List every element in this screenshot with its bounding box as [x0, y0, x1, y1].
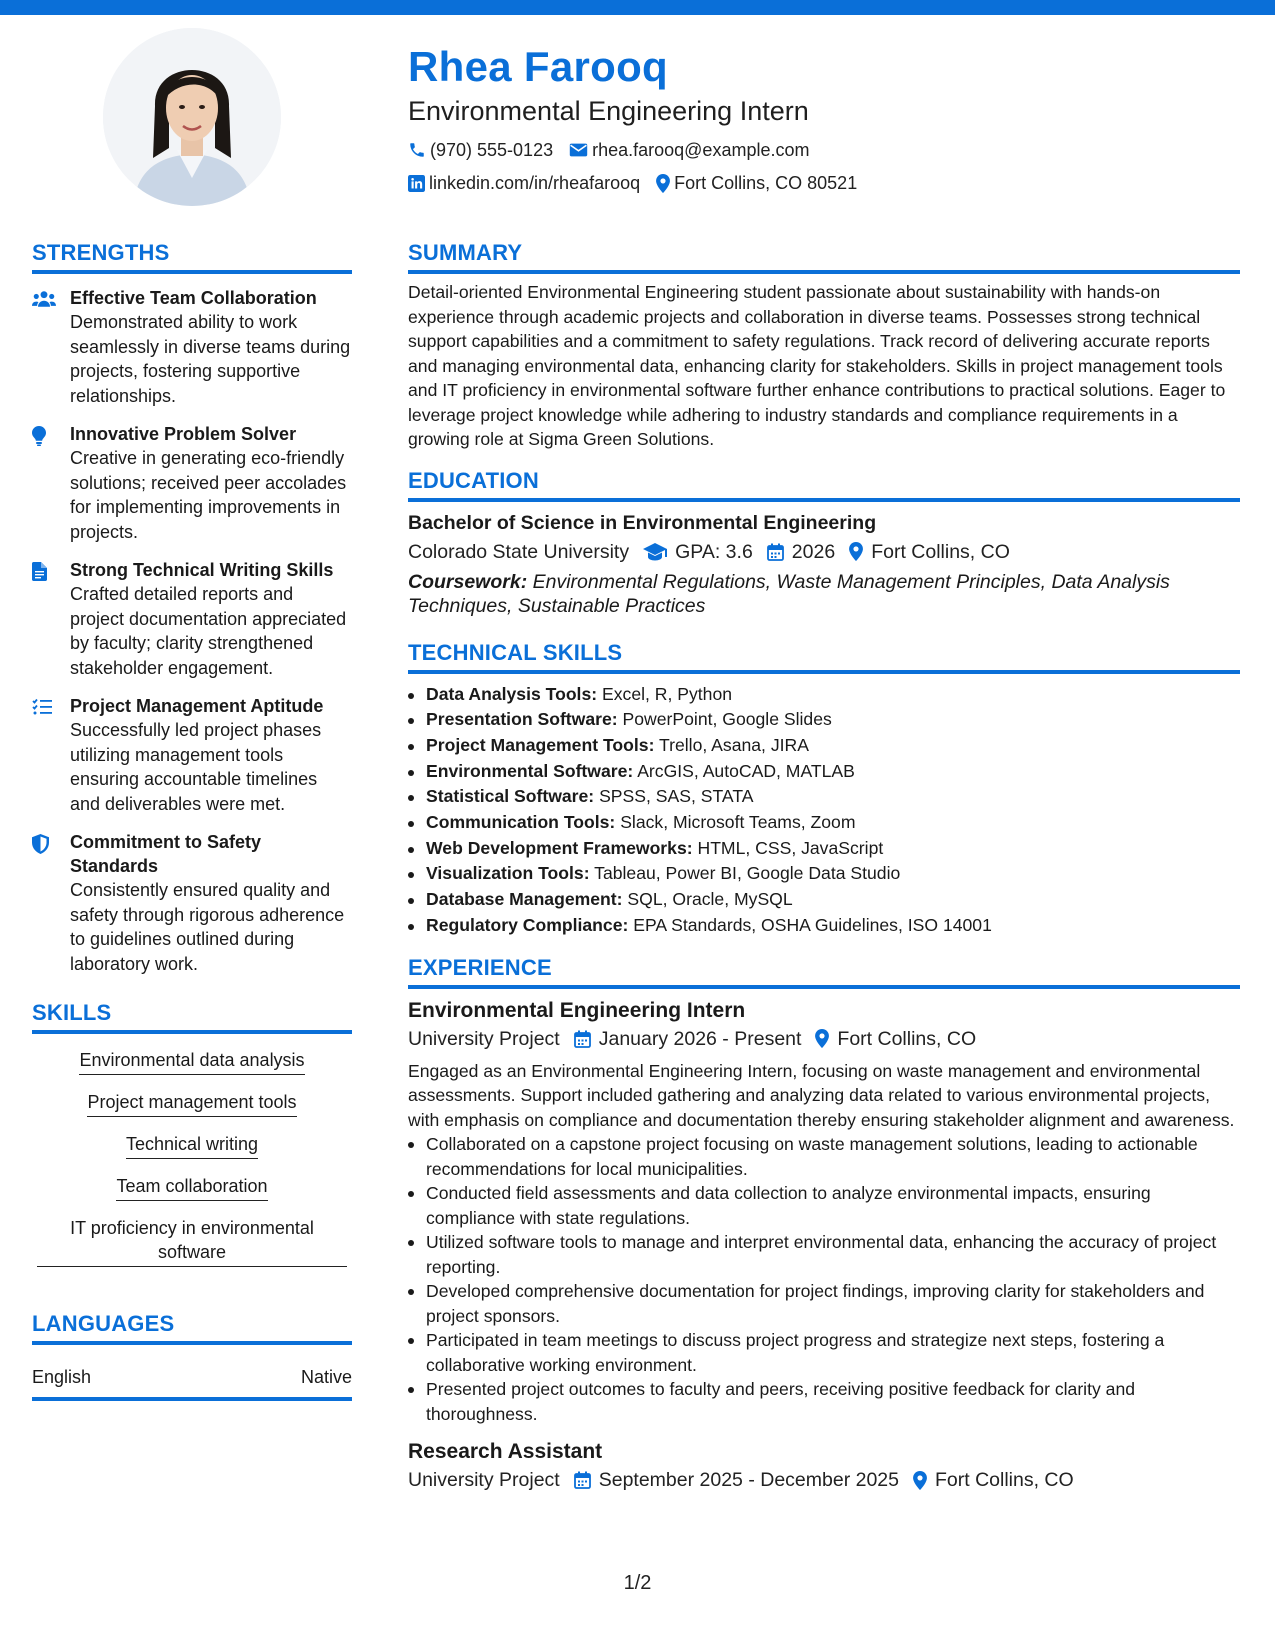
contact-row-1	[408, 138, 1238, 162]
skill-label: Project management tools	[87, 1090, 296, 1117]
education-meta	[408, 538, 1240, 566]
list-item: Conducted field assessments and data collection to analyze environmental impacts, ensuring compliance with state regulations.	[408, 1181, 1240, 1230]
skill-label: Team collaboration	[116, 1174, 267, 1201]
tech-skill-value: Trello, Asana, JIRA	[659, 734, 809, 755]
skills-heading: SKILLS	[32, 1000, 112, 1025]
section-divider	[408, 498, 1240, 502]
contact-row-2	[408, 171, 1238, 195]
list-item	[408, 733, 1240, 759]
list-item	[408, 887, 1240, 913]
users-icon	[32, 286, 70, 408]
tech-skill-label: Visualization Tools:	[426, 863, 590, 884]
tech-skill-label: Web Development Frameworks:	[426, 837, 693, 858]
language-level-bar	[32, 1397, 352, 1401]
education-heading: EDUCATION	[408, 467, 539, 493]
skill-label: IT proficiency in environmental software	[37, 1216, 347, 1267]
school-location-text: Fort Collins, CO	[871, 540, 1010, 563]
list-item	[408, 784, 1240, 810]
graduation-cap-icon	[643, 543, 667, 561]
job-dates: September 2025 - December 2025	[598, 1469, 899, 1492]
job-location: Fort Collins, CO	[837, 1027, 977, 1050]
list-item: Collaborated on a capstone project focusing on waste management solutions, leading to actionable recommendations for local municipalities.	[408, 1132, 1240, 1181]
phone-contact	[408, 138, 553, 162]
resume-header	[408, 38, 1238, 195]
tech-skill-label: Regulatory Compliance:	[426, 914, 629, 935]
tech-skill-label: Data Analysis Tools:	[426, 683, 598, 704]
shield-icon	[32, 830, 70, 976]
strength-item	[32, 694, 352, 816]
map-pin-icon	[913, 1471, 927, 1490]
tech-skill-label: Database Management:	[426, 889, 623, 910]
right-column	[408, 238, 1240, 1494]
document-icon	[32, 558, 70, 680]
strength-item	[32, 286, 352, 408]
job-dates: January 2026 - Present	[598, 1027, 802, 1050]
avatar	[103, 28, 281, 206]
gpa-text: GPA: 3.6	[675, 540, 753, 563]
map-pin-icon	[815, 1029, 829, 1048]
section-divider	[408, 670, 1240, 674]
strength-title: Innovative Problem Solver	[70, 424, 297, 444]
strength-item	[32, 558, 352, 680]
list-item	[408, 836, 1240, 862]
candidate-name: Rhea Farooq	[408, 43, 668, 90]
skill-item	[32, 1216, 352, 1267]
technical-skills-heading: TECHNICAL SKILLS	[408, 639, 623, 665]
strength-title: Commitment to Safety Standards	[70, 832, 262, 876]
envelope-icon	[569, 142, 588, 158]
experience-heading: EXPERIENCE	[408, 954, 552, 980]
skill-label: Environmental data analysis	[79, 1048, 304, 1075]
tech-skill-value: EPA Standards, OSHA Guidelines, ISO 14001	[633, 914, 992, 935]
lightbulb-icon	[32, 422, 70, 544]
list-item: Presented project outcomes to faculty and peers, receiving positive feedback for clarity and thoroughness.	[408, 1377, 1240, 1426]
strength-desc: Demonstrated ability to work seamlessly in diverse teams during projects, fostering supportive relationships.	[70, 312, 351, 406]
job-dates-item	[574, 1025, 802, 1053]
linkedin-text[interactable]: linkedin.com/in/rheafarooq	[429, 173, 641, 193]
list-item	[408, 861, 1240, 887]
map-pin-icon	[656, 174, 670, 193]
skill-item	[32, 1090, 352, 1117]
job-org: University Project	[408, 1027, 560, 1050]
tech-skill-value: PowerPoint, Google Slides	[622, 709, 832, 730]
section-divider	[32, 1030, 352, 1034]
page-number: 1/2	[623, 1572, 652, 1594]
grad-year-text: 2026	[791, 540, 836, 563]
list-item	[408, 707, 1240, 733]
skill-item	[32, 1174, 352, 1201]
phone-text: (970) 555-0123	[430, 140, 554, 160]
skill-item	[32, 1048, 352, 1075]
candidate-title: Environmental Engineering Intern	[408, 96, 809, 126]
left-column	[32, 238, 352, 1401]
strength-title: Project Management Aptitude	[70, 696, 324, 716]
strengths-heading: STRENGTHS	[32, 240, 170, 265]
coursework-text: Environmental Regulations, Waste Management Principles, Data Analysis Techniques, Sustainable Practices	[408, 570, 1170, 617]
tech-skill-value: SPSS, SAS, STATA	[599, 786, 754, 807]
strength-title: Effective Team Collaboration	[70, 288, 317, 308]
tech-skill-label: Environmental Software:	[426, 760, 634, 781]
job-meta	[408, 1466, 1240, 1494]
list-item	[408, 759, 1240, 785]
summary-heading: SUMMARY	[408, 240, 523, 265]
strength-item	[32, 422, 352, 544]
tech-skill-label: Communication Tools:	[426, 812, 616, 833]
language-row	[32, 1365, 352, 1389]
list-item	[408, 682, 1240, 708]
job-location: Fort Collins, CO	[934, 1469, 1074, 1492]
tech-skill-value: HTML, CSS, JavaScript	[697, 837, 884, 858]
section-divider	[408, 270, 1240, 274]
list-item	[408, 810, 1240, 836]
coursework	[408, 570, 1240, 618]
section-divider	[32, 270, 352, 274]
job-dates-item	[574, 1466, 899, 1494]
tech-skill-label: Statistical Software:	[426, 786, 595, 807]
grad-year-item	[767, 538, 835, 566]
linkedin-contact[interactable]	[408, 171, 640, 195]
strength-desc: Successfully led project phases utilizing management tools ensuring accountable timelines and deliverables were met.	[70, 720, 322, 814]
job-org: University Project	[408, 1469, 560, 1492]
list-item: Participated in team meetings to discuss project progress and strategize next steps, fostering a collaborative working environment.	[408, 1328, 1240, 1377]
section-divider	[408, 985, 1240, 989]
job-location-item	[815, 1025, 976, 1053]
email-text[interactable]: rhea.farooq@example.com	[592, 140, 810, 160]
job-title: Environmental Engineering Intern	[408, 998, 746, 1022]
degree-title: Bachelor of Science in Environmental Engineering	[408, 511, 877, 534]
tech-skill-value: Tableau, Power BI, Google Data Studio	[594, 863, 901, 884]
skill-label: Technical writing	[126, 1132, 258, 1159]
list-item: Developed comprehensive documentation for project findings, improving clarity for stakeholders and project sponsors.	[408, 1279, 1240, 1328]
calendar-icon	[767, 543, 784, 561]
phone-icon	[408, 141, 426, 159]
section-divider	[32, 1341, 352, 1345]
job-bullets	[408, 1132, 1240, 1426]
location-text: Fort Collins, CO 80521	[674, 173, 858, 193]
language-name: English	[32, 1367, 92, 1387]
job-meta	[408, 1025, 1240, 1053]
tech-skill-label: Presentation Software:	[426, 709, 618, 730]
tech-skill-value: SQL, Oracle, MySQL	[627, 889, 793, 910]
strength-item	[32, 830, 352, 976]
checklist-icon	[32, 694, 70, 816]
coursework-label: Coursework:	[408, 570, 528, 593]
strength-desc: Creative in generating eco-friendly solutions; received peer accolades for implementing improvements in projects.	[70, 448, 347, 542]
email-contact[interactable]	[569, 138, 809, 162]
map-pin-icon	[849, 542, 863, 561]
strength-desc: Crafted detailed reports and project documentation appreciated by faculty; clarity strengthened stakeholder engagement.	[70, 584, 347, 678]
tech-skill-value: Slack, Microsoft Teams, Zoom	[620, 812, 856, 833]
gpa-item	[643, 538, 753, 566]
job-location-item	[913, 1466, 1074, 1494]
list-item	[408, 913, 1240, 939]
strength-desc: Consistently ensured quality and safety through rigorous adherence to guidelines outlined during laboratory work.	[70, 880, 345, 974]
portrait-image	[103, 28, 281, 206]
school-location-item	[849, 538, 1010, 566]
language-level: Native	[300, 1367, 352, 1387]
calendar-icon	[574, 1030, 591, 1048]
location-contact	[656, 171, 857, 195]
strength-title: Strong Technical Writing Skills	[70, 560, 334, 580]
calendar-icon	[574, 1471, 591, 1489]
linkedin-icon	[408, 175, 425, 192]
job-title: Research Assistant	[408, 1440, 603, 1464]
tech-skill-value: ArcGIS, AutoCAD, MATLAB	[637, 760, 855, 781]
summary-text: Detail-oriented Environmental Engineering student passionate about sustainability with hands-on experience through academic projects and collaboration in diverse teams. Possesses strong technical support capabilities and a commitment to safety regulations. Track record of delivering accurate reports and managing environmental data, enhancing clarity for stakeholders. Skills in project management tools and IT proficiency in environmental software further enhance contributions to practical solutions. Eager to leverage project knowledge while adhering to industry standards and compliance requirements in a growing role at Sigma Green Solutions.	[408, 282, 1226, 449]
languages-heading: LANGUAGES	[32, 1311, 175, 1336]
tech-skill-value: Excel, R, Python	[601, 683, 733, 704]
technical-skills-list	[408, 682, 1240, 939]
skill-item	[32, 1132, 352, 1159]
list-item: Utilized software tools to manage and interpret environmental data, enhancing the accuracy of project reporting.	[408, 1230, 1240, 1279]
job-summary: Engaged as an Environmental Engineering Intern, focusing on waste management and environmental assessments. Support included gathering and analyzing data related to various environmental projects, with emphasis on compliance and documentation thereby ensuring stakeholder alignment and awareness.	[408, 1060, 1235, 1130]
top-accent-bar	[0, 0, 1275, 15]
school-name: Colorado State University	[408, 540, 630, 563]
tech-skill-label: Project Management Tools:	[426, 734, 655, 755]
